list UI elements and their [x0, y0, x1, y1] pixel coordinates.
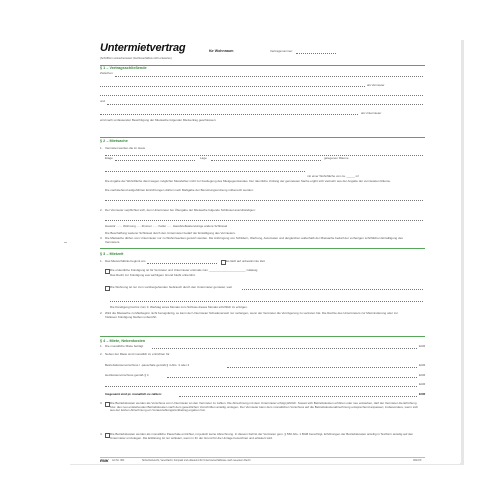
item-number: 1.: [100, 259, 103, 263]
contract-number-label: Vertragsnummer:: [270, 49, 294, 53]
total-label: Insgesamt sind pt. monatlich zu zahlen:: [105, 392, 162, 396]
footer-code: 361/XX: [413, 459, 422, 462]
premises-label: Vermietet werden die im Haus: [105, 146, 146, 150]
section-rule: [100, 336, 425, 337]
building-address-field[interactable]: [105, 155, 423, 156]
section-rule: [100, 65, 425, 66]
additional-costs-label: Neben der Miete sind monatlich zu entrichten für: [105, 352, 170, 356]
document-subtitle: für Wohnraum: [209, 49, 234, 53]
location-label: Lage: [200, 156, 207, 160]
advance-payment-clause: Die Betriebskosten werden als Vorschuss vom Untermieter an den Vermieter zu zahlen. Die Abrechnung mit dem Untermieter erfolgt jährlich. Soweit sich Betriebskosten erhöhen oder neu entstehen, darf der Vermieter die Erhöhung bzw. den neu entstehenden Betriebskosten nach dem gesetzlichen Vorschriften anteilig umlegen. Der Vermieter kann dem monatlichen Vorschuss auf die Betriebskostenabrechnung entsprechend anpassen; insbesondere, wenn sich aus der letzten Abrechnung ein Vorauszahlungsrückbetrag ergeben hat.: [110, 401, 419, 413]
inspection-note: wird nach umfassender Besichtigung der Mietsache folgender Mietvertrag geschlossen:: [100, 118, 217, 122]
keys-label: Der Vermieter verpflichtet sich, dem Untermieter bei Übergabe der Mietsache folgende Schlüssel auszuhändigen:: [105, 208, 256, 212]
gender-note: (Schriftform wünschenswert; Rechtsverhältnis nicht entwerten): [100, 57, 172, 60]
document-title: Untermietvertrag: [100, 42, 186, 54]
monthly-rent-field[interactable]: [152, 348, 417, 349]
contract-number-field[interactable]: [296, 53, 336, 54]
keys-field[interactable]: [105, 220, 423, 221]
termination-option-label: Die ordentliche Kündigung ist für Vermieter und Untermieter erstmals zum ______________________ zulässig.: [110, 268, 259, 272]
item-number: 3.: [100, 401, 103, 405]
floor-label: Etage: [105, 156, 113, 160]
extra-cost-field[interactable]: [105, 386, 417, 387]
tenant-address-field[interactable]: [100, 114, 358, 115]
between-label: Zwischen: [100, 71, 113, 75]
monthly-rent-label: Die monatliche Miete beträgt: [105, 344, 144, 348]
landlord-address-field[interactable]: [100, 86, 365, 87]
usage-clause: Die Mietsache dürfen vom Untermieter nur zu Wohnzwecken genutzt werden. Die Anbringung von Schildern, Werbung, Automaten und dergleichen außerhalb der Mietsache bedarf der vorherigen schriftlichen Einwilligung des Vermieters.: [105, 236, 403, 244]
item-number: 1.: [100, 146, 103, 150]
operating-costs-field[interactable]: [227, 367, 417, 368]
section-rule: [100, 137, 425, 138]
operating-costs-currency: EUR: [419, 363, 426, 367]
extra-keys-note: Die Beschaffung weiterer Schlüssel durch den Untermieter bedarf der Einwilligung des Vermieters.: [105, 231, 236, 235]
section-2-heading: § 2 – Mietsache: [100, 139, 128, 143]
start-date-label: Das Mietverhältnis beginnt am: [105, 259, 146, 263]
shared-facilities-field[interactable]: [105, 200, 423, 201]
landlord-role-label: als Vermieter: [367, 83, 385, 87]
notice-period: Die Kündigung hat bis zum 3. Werktag eines Monats zum Schluss dieses Monats schriftlich zu erfolgen.: [110, 305, 248, 309]
key-types: Haustür ....... Wohnung ..... Zimmer ...... Keller ...... Hausbriefkasten/einige andere Schlüssel: [105, 224, 228, 228]
section-rule: [100, 248, 425, 249]
temporary-reason-field[interactable]: [242, 289, 423, 290]
area-label: mit einer Wohnfläche von ca. _____ m²: [307, 174, 360, 178]
item-number: 2.: [100, 208, 103, 212]
section-1-heading: § 1 – Vertragsschließende: [100, 66, 147, 70]
landlord-extra-field[interactable]: [100, 95, 423, 96]
brand-logo: RNK: [100, 458, 109, 463]
temporary-reason-field-2[interactable]: [110, 301, 423, 302]
rent-currency: EUR: [419, 344, 426, 348]
item-number: 1.: [100, 344, 103, 348]
located-label: gelegenen Räume: [324, 156, 349, 160]
area-disclaimer: Die Angabe der Wohnfläche dient wegen möglicher Messfehler nicht zur Festlegung des Mietgegenstandes. Der räumliche Umfang der gemieteten Sache ergibt sich vielmehr aus der Angabe der vermieteten Räume.: [105, 179, 391, 183]
delay-clause: Wird die Mietsache zu Mietbeginn nicht bezugsfertig, so kann der Untermieter Schadenersatz nur verlangen, wenn der Vermieter die Verzögerung zu vertreten hat. Die Rechte des Untermieters zur Mietminderung oder zur fristlosen Kündigung bleiben unberührt.: [105, 311, 398, 319]
item-number: 2.: [100, 311, 103, 315]
total-currency: EUR: [419, 392, 426, 396]
and-label: und: [100, 99, 106, 103]
page-shadow-right: [461, 40, 464, 464]
tenant-role-label: als Untermieter: [361, 111, 382, 115]
footer-description: Sicherheitsrecht, Vereinfacht, Kompakt und erläuternd für Untermietverhältnisse nach neuestem Recht: [142, 459, 251, 462]
total-field[interactable]: [179, 396, 417, 397]
heating-costs-label: Heizkostenvorschuss gemäß § 4: [105, 373, 149, 377]
section-3-heading: § 3 – Mietzeit: [100, 252, 124, 256]
flat-rate-clause: Die Betriebskosten werden als monatliche Pauschale entrichtet, ist jedoch keine Abrechnung. In diesem Fall ist der Vermieter gem. § 560 Abs. 1 BGB berechtigt, Erhöhungen der Betriebskosten anteilig in Textform anteilig auf den Untermieter umzulegen. Die Erklärung ist nur wirksam, wenn in ihr der Grund für die Umlage bezeichnet und erläutert wird.: [110, 432, 414, 440]
indefinite-label: Es läuft auf unbestimmte Zeit: [226, 259, 265, 263]
temporary-use-label: Die Wohnung ist nur zum vorübergehenden Gebrauch durch den Untermieter gemietet, weil: [110, 285, 232, 289]
article-number: Art.Nr. 361: [112, 459, 125, 462]
rooms-field[interactable]: [105, 171, 305, 172]
start-date-field[interactable]: [147, 263, 217, 264]
operating-costs-label: Betriebskostenvorschuss / -pauschale gemäß § 4 Abs. 3 oder 4: [105, 363, 190, 367]
heating-costs-field[interactable]: [167, 377, 417, 378]
contract-page: [67, 38, 460, 464]
extra-cost-currency: EUR: [419, 382, 426, 386]
shared-facilities-label: Die nachstehend aufgeführten Einrichtungen dürfen nach Maßgabe der Benutzungsordnung mitbenutzt werden:: [105, 188, 254, 192]
landlord-name-field[interactable]: [115, 76, 423, 77]
section-4-heading: § 4 – Miete, Nebenkosten: [100, 339, 146, 343]
floor-field[interactable]: [115, 160, 195, 161]
footer-rule: [100, 457, 425, 458]
item-number: 4.: [100, 432, 103, 436]
tenant-name-field[interactable]: [107, 104, 423, 105]
item-number: 2.: [100, 352, 103, 356]
termination-option-note: Das Recht zur Kündigung aus wichtigem Grund bleibt unberührt.: [110, 273, 196, 277]
heating-costs-currency: EUR: [419, 373, 426, 377]
location-field[interactable]: [211, 160, 321, 161]
item-number: 3.: [100, 236, 103, 240]
